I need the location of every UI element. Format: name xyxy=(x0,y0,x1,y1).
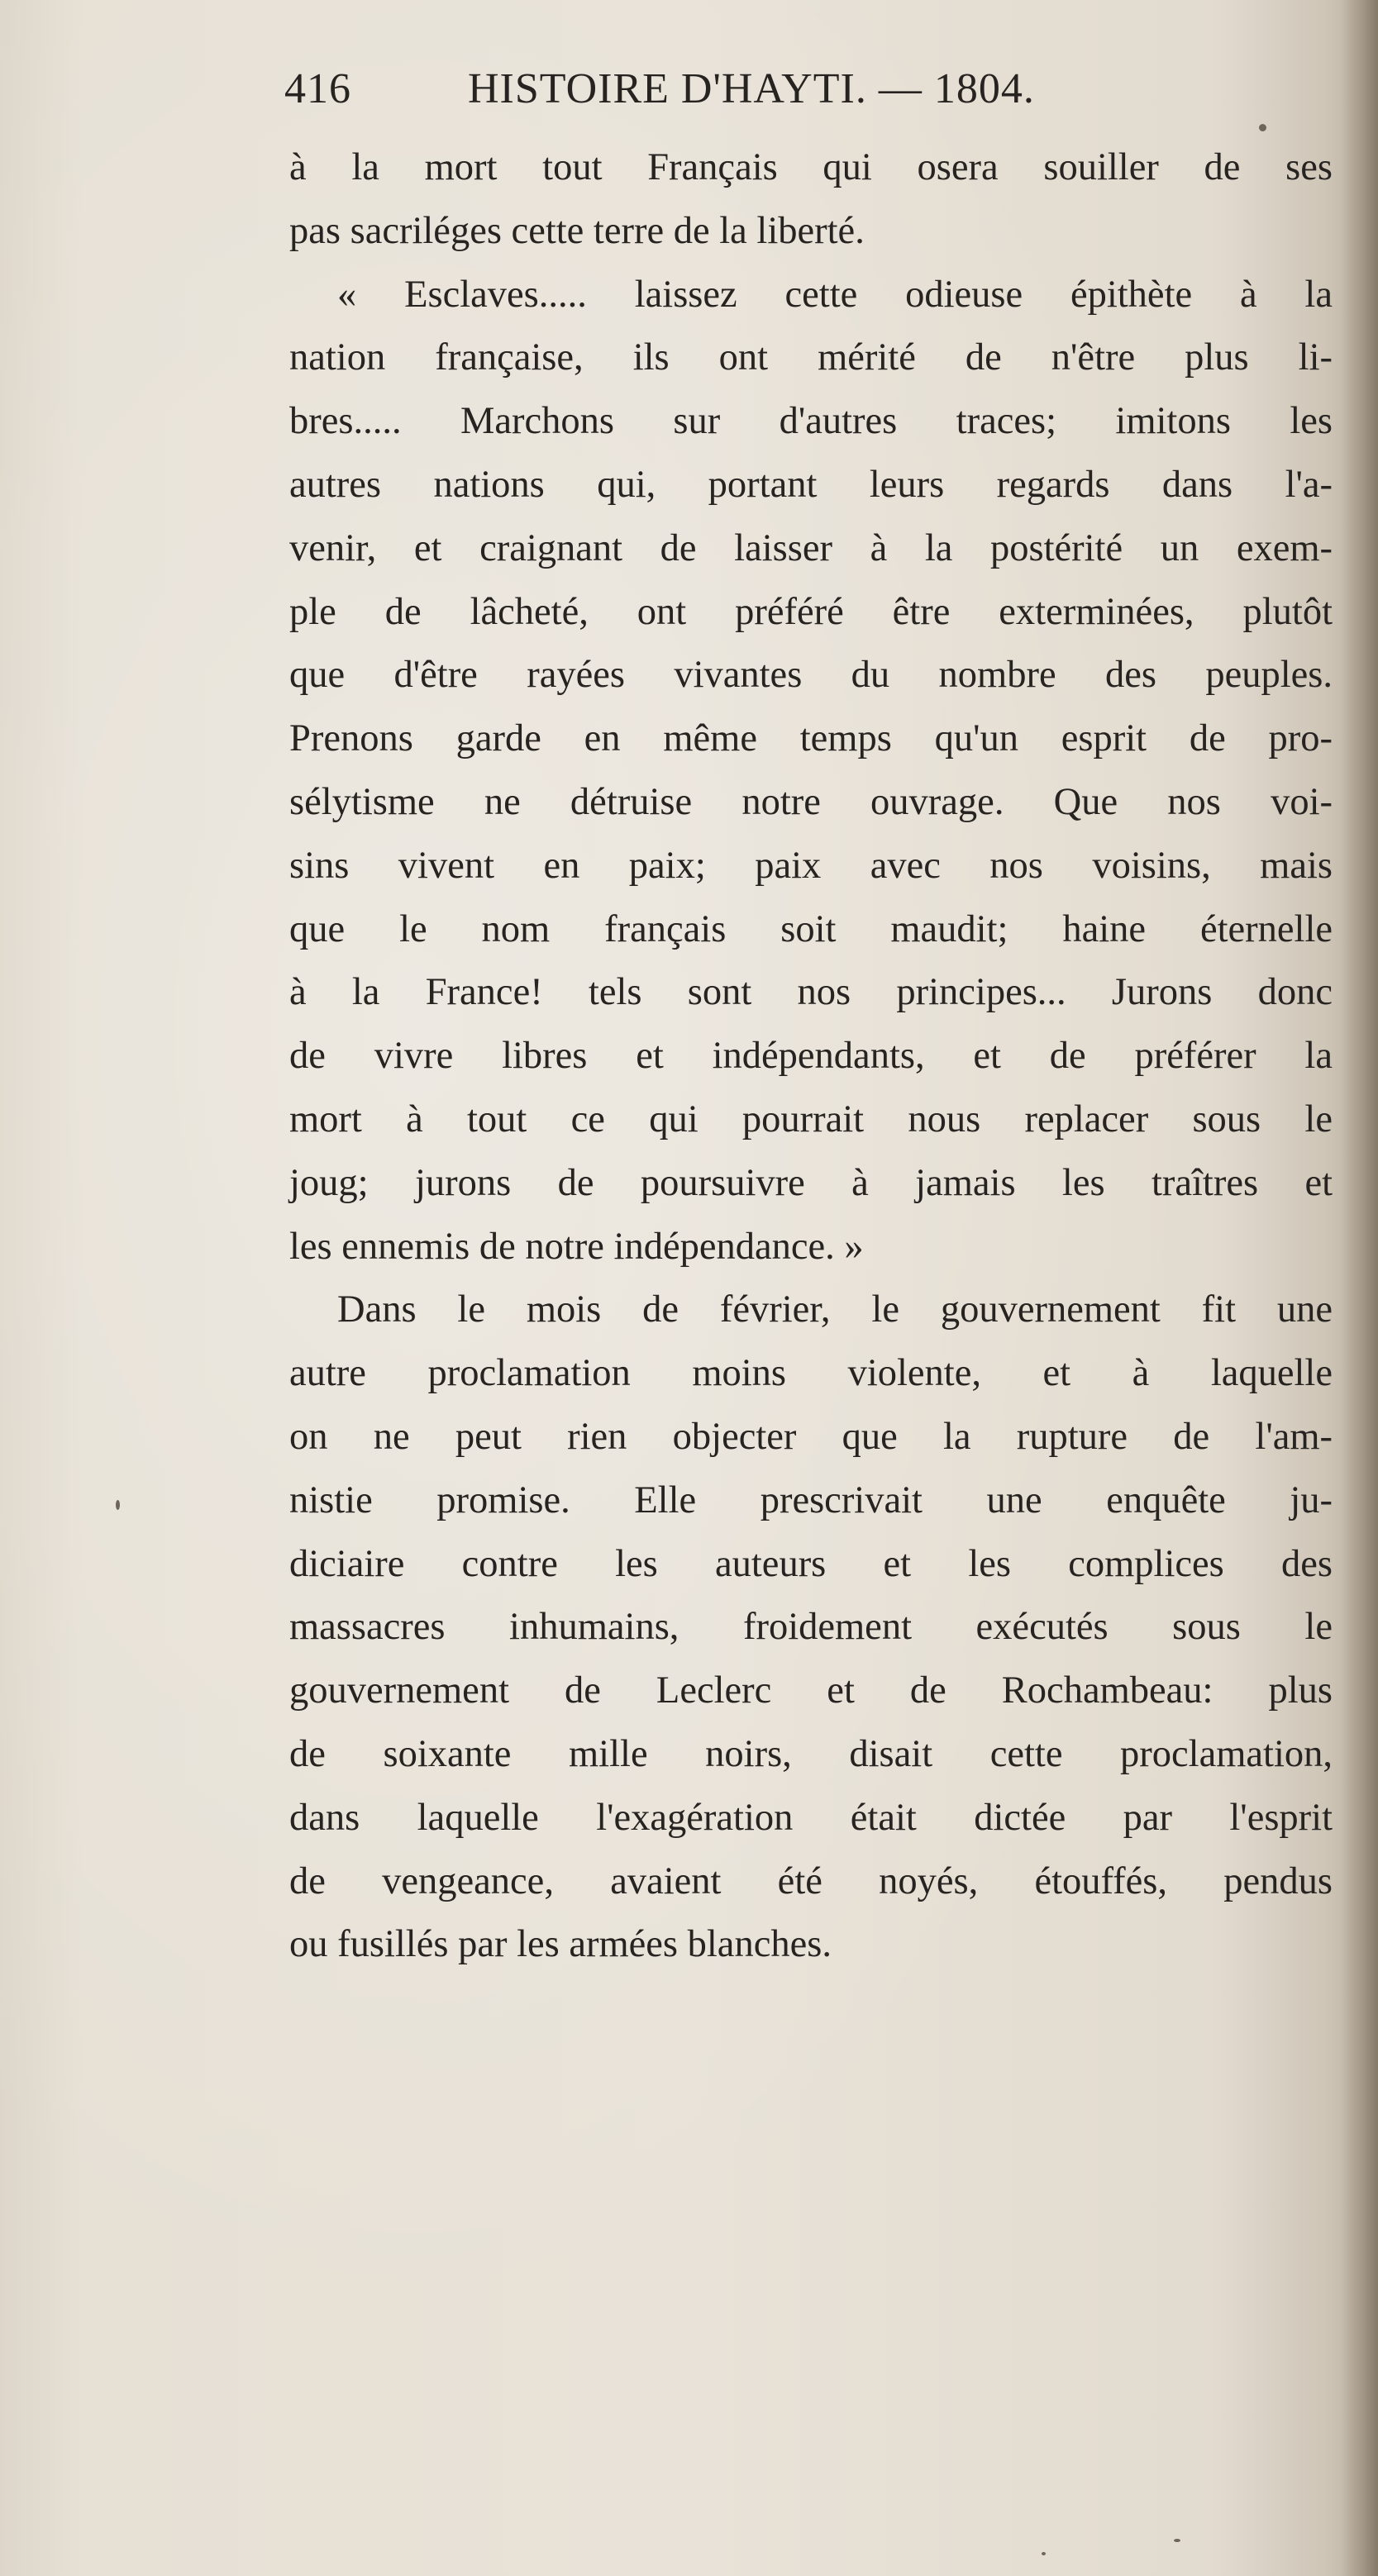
text-line: dans laquelle l'exagération était dictée par l'esprit xyxy=(289,1796,1333,1839)
text-line: Dans le mois de février, le gouvernement fit une xyxy=(337,1288,1333,1331)
text-line: à la mort tout Français qui osera souiller de ses xyxy=(289,146,1333,188)
text-line: autres nations qui, portant leurs regards dans l'a- xyxy=(289,463,1333,506)
text-line: massacres inhumains, froidement exécutés sous le xyxy=(289,1606,1333,1649)
text-line: nistie promise. Elle prescrivait une enquête ju- xyxy=(289,1478,1333,1521)
running-title: HISTOIRE D'HAYTI. — 1804. xyxy=(468,65,1035,112)
text-line: bres..... Marchons sur d'autres traces; imitons les xyxy=(289,400,1333,443)
text-line: autre proclamation moins violente, et à laquelle xyxy=(289,1352,1333,1395)
text-line: mort à tout ce qui pourrait nous replacer sous le xyxy=(289,1098,1333,1140)
text-line: que d'être rayées vivantes du nombre des peuples. xyxy=(289,654,1333,697)
paper-speck xyxy=(1042,2552,1046,2555)
paragraph xyxy=(289,264,1333,1279)
text-line: sins vivent en paix; paix avec nos voisins, mais xyxy=(289,844,1333,887)
text-line: ple de lâcheté, ont préféré être exterminées, plutôt xyxy=(289,590,1333,633)
binding-shadow xyxy=(1340,0,1378,2576)
text-line: diciaire contre les auteurs et les complices des xyxy=(289,1542,1333,1585)
paragraph xyxy=(289,1278,1333,1977)
text-line: les ennemis de notre indépendance. » xyxy=(289,1225,864,1268)
text-line: gouvernement de Leclerc et de Rochambeau: plus xyxy=(289,1669,1333,1712)
text-line: on ne peut rien objecter que la rupture de l'am- xyxy=(289,1415,1333,1458)
text-line: ou fusillés par les armées blanches. xyxy=(289,1923,832,1966)
body-text xyxy=(289,136,1333,1977)
text-line: sélytisme ne détruise notre ouvrage. Que nos voi- xyxy=(289,780,1333,823)
text-line: que le nom français soit maudit; haine éternelle xyxy=(289,907,1333,950)
page-header xyxy=(284,64,1169,122)
text-line: pas sacriléges cette terre de la liberté. xyxy=(289,209,865,252)
text-line: Prenons garde en même temps qu'un esprit de pro- xyxy=(289,717,1333,760)
paper-speck xyxy=(1174,2539,1180,2542)
paragraph xyxy=(289,136,1333,264)
text-line: de vengeance, avaient été noyés, étouffés, pendus xyxy=(289,1859,1333,1902)
text-line: de soixante mille noirs, disait cette proclamation, xyxy=(289,1732,1333,1775)
text-line: venir, et craignant de laisser à la postérité un exem- xyxy=(289,526,1333,569)
text-line: de vivre libres et indépendants, et de préférer la xyxy=(289,1035,1333,1078)
page-number: 416 xyxy=(284,65,351,112)
text-line: joug; jurons de poursuivre à jamais les traîtres et xyxy=(289,1161,1333,1204)
paper-speck xyxy=(116,1500,120,1510)
text-line: « Esclaves..... laissez cette odieuse épithète à la xyxy=(337,273,1333,316)
text-line: nation française, ils ont mérité de n'être plus li- xyxy=(289,336,1333,379)
text-line: à la France! tels sont nos principes... Jurons donc xyxy=(289,971,1333,1014)
paper-speck xyxy=(1259,124,1266,131)
